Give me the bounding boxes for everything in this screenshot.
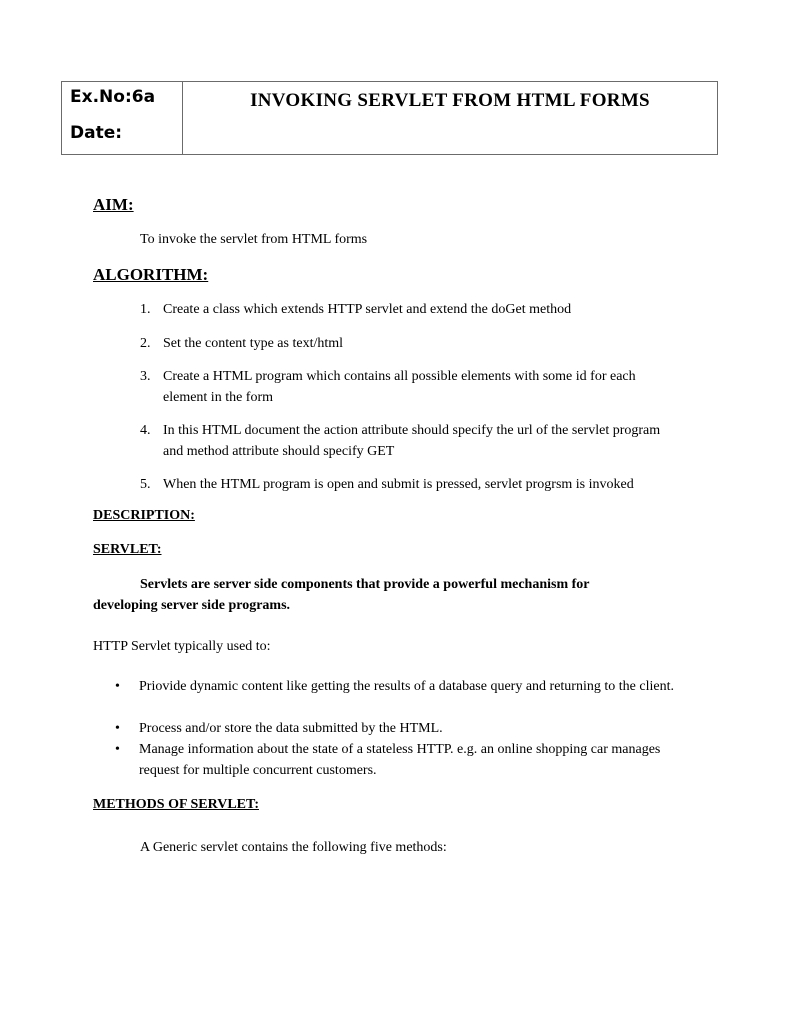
step-number: 5.	[140, 477, 151, 492]
algorithm-heading: ALGORITHM:	[93, 265, 209, 284]
header-box	[61, 81, 718, 155]
step-text: Create a class which extends HTTP servlet and extend the doGet method	[163, 302, 572, 317]
algorithm-step	[140, 299, 700, 320]
aim-heading: AIM:	[93, 195, 134, 214]
servlet-intro: Servlets are server side components that provide a powerful mechanism for developing server side programs.	[93, 577, 590, 613]
description-heading: DESCRIPTION:	[93, 508, 195, 523]
bullet-icon: •	[115, 679, 120, 694]
list-item	[115, 718, 695, 739]
list-item-text: Process and/or store the data submitted by the HTML.	[139, 721, 443, 736]
algorithm-step	[140, 474, 700, 495]
algorithm-step	[140, 366, 700, 408]
exercise-number: Ex.No:6a	[70, 87, 156, 107]
typical-use-text: HTTP Servlet typically used to:	[93, 639, 271, 654]
step-text: Create a HTML program which contains all possible elements with some id for each element in the form	[163, 369, 636, 405]
servlet-heading: SERVLET:	[93, 542, 162, 557]
step-text: Set the content type as text/html	[163, 336, 344, 351]
step-text: In this HTML document the action attribute should specify the url of the servlet program and method attribute should specify GET	[163, 423, 661, 459]
step-number: 4.	[140, 423, 151, 438]
step-number: 1.	[140, 302, 151, 317]
methods-text: A Generic servlet contains the following five methods:	[140, 840, 447, 855]
list-item	[115, 739, 695, 781]
list-item	[115, 676, 695, 697]
date-label: Date:	[70, 123, 123, 143]
step-number: 2.	[140, 336, 151, 351]
step-text: When the HTML program is open and submit is pressed, servlet progrsm is invoked	[163, 477, 634, 492]
aim-text: To invoke the servlet from HTML forms	[140, 232, 368, 247]
bullet-icon: •	[115, 721, 120, 736]
algorithm-step	[140, 333, 700, 354]
header-left-cell	[62, 82, 183, 154]
bullet-icon: •	[115, 742, 120, 757]
page-title: INVOKING SERVLET FROM HTML FORMS	[250, 90, 650, 111]
list-item-text: Priovide dynamic content like getting the results of a database query and returning to the client.	[139, 679, 674, 694]
methods-heading: METHODS OF SERVLET:	[93, 797, 259, 812]
step-number: 3.	[140, 369, 151, 384]
list-item-text: Manage information about the state of a stateless HTTP. e.g. an online shopping car manages request for multiple concurrent customers.	[139, 742, 661, 778]
algorithm-step	[140, 420, 700, 462]
